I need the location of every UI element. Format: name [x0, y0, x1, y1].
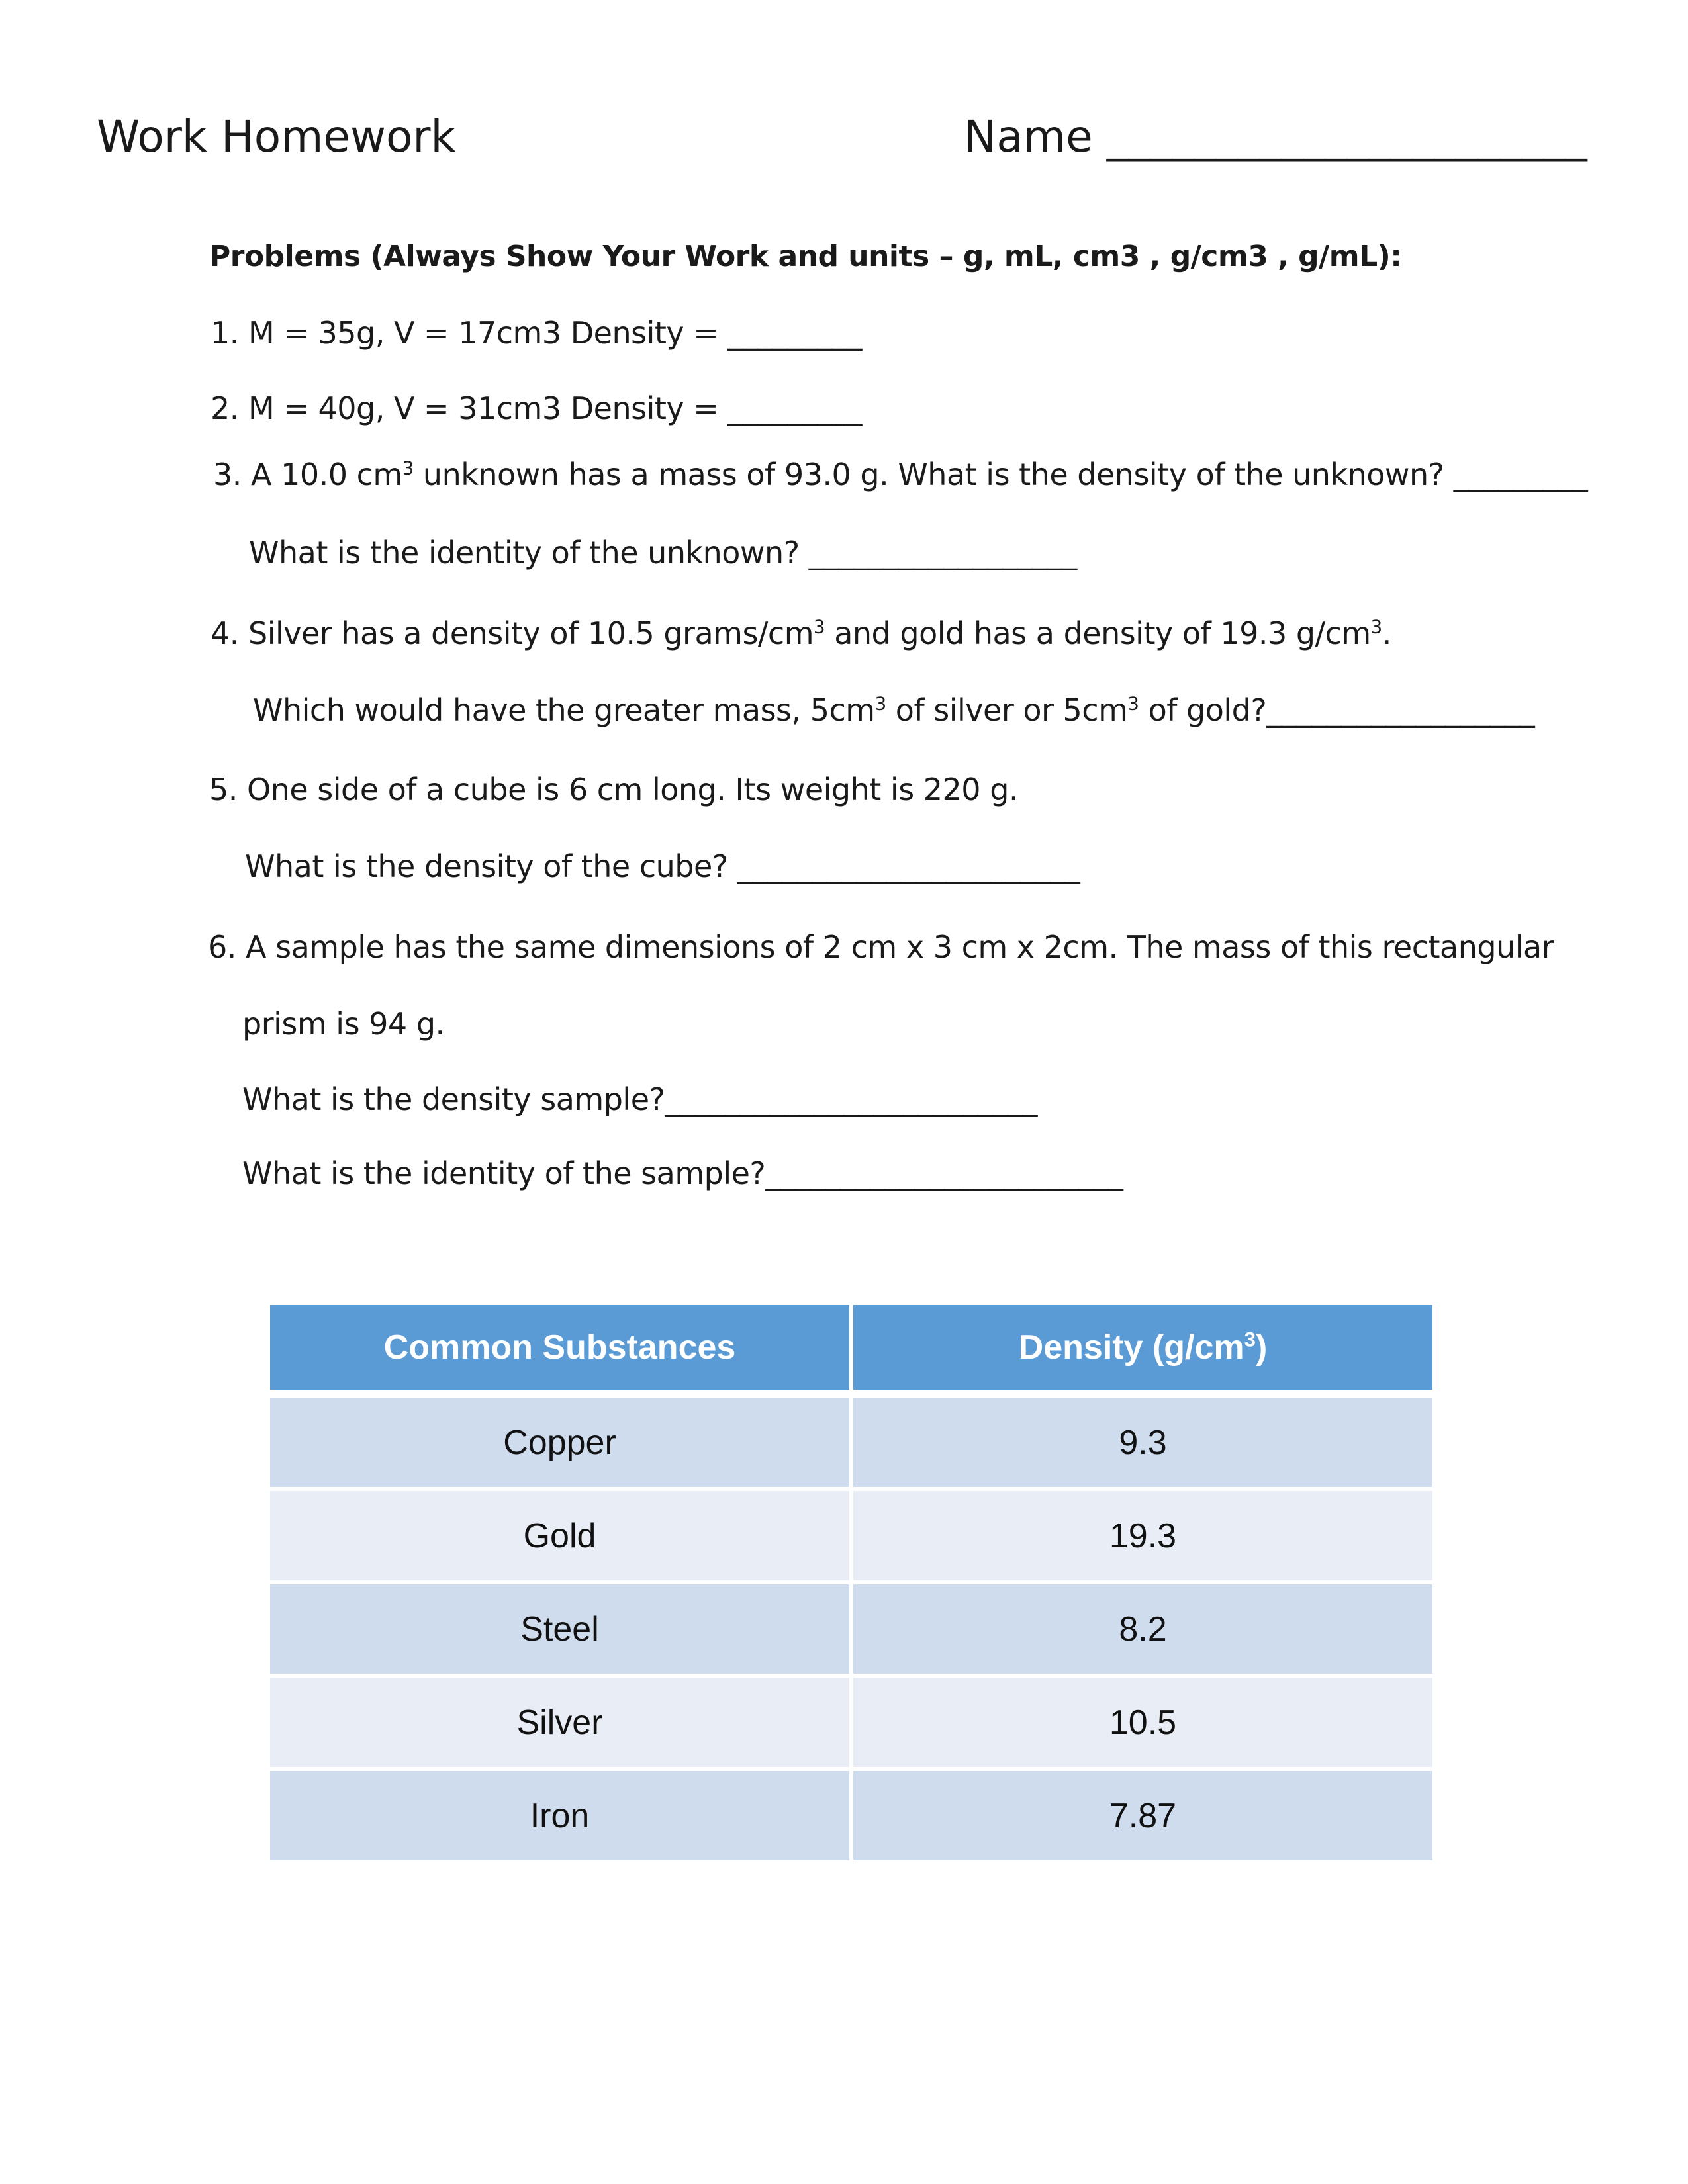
- substance-cell: Iron: [270, 1769, 851, 1862]
- table-row: [270, 1394, 1432, 1489]
- problem-3: 3. A 10.0 $cm^3$ unknown has a mass of 93.0 g. What is the density of the unknown? _________: [213, 457, 1588, 492]
- problem-3-identity: What is the identity of the unknown? __________________: [249, 535, 1077, 570]
- problem-4: 4. Silver has a density of 10.5 grams/$cm^3$ and gold has a density of 19.3 $g/cm^3$.: [211, 615, 1391, 651]
- problem-6: 6. A sample has the same dimensions of 2 cm x 3 cm x 2cm. The mass of this rectangular: [208, 929, 1554, 965]
- problems-heading: Problems (Always Show Your Work and units – g, mL, cm3 , g/cm3 , g/mL):: [209, 240, 1402, 273]
- name-blank: ______________________: [1106, 111, 1587, 162]
- substance-cell: Copper: [270, 1394, 851, 1489]
- header-density: Density $(g/cm^3)$: [851, 1305, 1432, 1394]
- density-cell: 19.3: [851, 1489, 1432, 1582]
- density-cell: 10.5: [851, 1676, 1432, 1769]
- density-table: [270, 1305, 1432, 1864]
- table-row: [270, 1769, 1432, 1862]
- header-substance: Common Substances: [270, 1305, 851, 1394]
- table-header-row: [270, 1305, 1432, 1394]
- problem-5-question: What is the density of the cube? _______________________: [245, 848, 1080, 884]
- problem-6-density: What is the density sample?_________________________: [242, 1081, 1037, 1117]
- density-cell: 9.3: [851, 1394, 1432, 1489]
- problem-2: 2. M = 40g, V = 31cm3 Density = _________: [211, 390, 862, 426]
- table-row: [270, 1489, 1432, 1582]
- problem-6-identity: What is the identity of the sample?________________________: [242, 1156, 1123, 1191]
- problem-4-question: Which would have the greater mass, $5cm^3$ of silver or $5cm^3$ of gold?__________________: [253, 692, 1535, 728]
- problem-1: 1. M = 35g, V = 17cm3 Density = _________: [211, 315, 862, 351]
- table-row: [270, 1676, 1432, 1769]
- problem-5: 5. One side of a cube is 6 cm long. Its weight is 220 g.: [209, 772, 1019, 807]
- density-cell: 8.2: [851, 1582, 1432, 1676]
- substance-cell: Silver: [270, 1676, 851, 1769]
- name-field[interactable]: [964, 111, 1587, 162]
- substance-cell: Gold: [270, 1489, 851, 1582]
- name-label: Name: [964, 111, 1093, 162]
- table-row: [270, 1582, 1432, 1676]
- problem-6-line2: prism is 94 g.: [242, 1006, 445, 1042]
- density-cell: 7.87: [851, 1769, 1432, 1862]
- substance-cell: Steel: [270, 1582, 851, 1676]
- page-title: Work Homework: [97, 111, 456, 162]
